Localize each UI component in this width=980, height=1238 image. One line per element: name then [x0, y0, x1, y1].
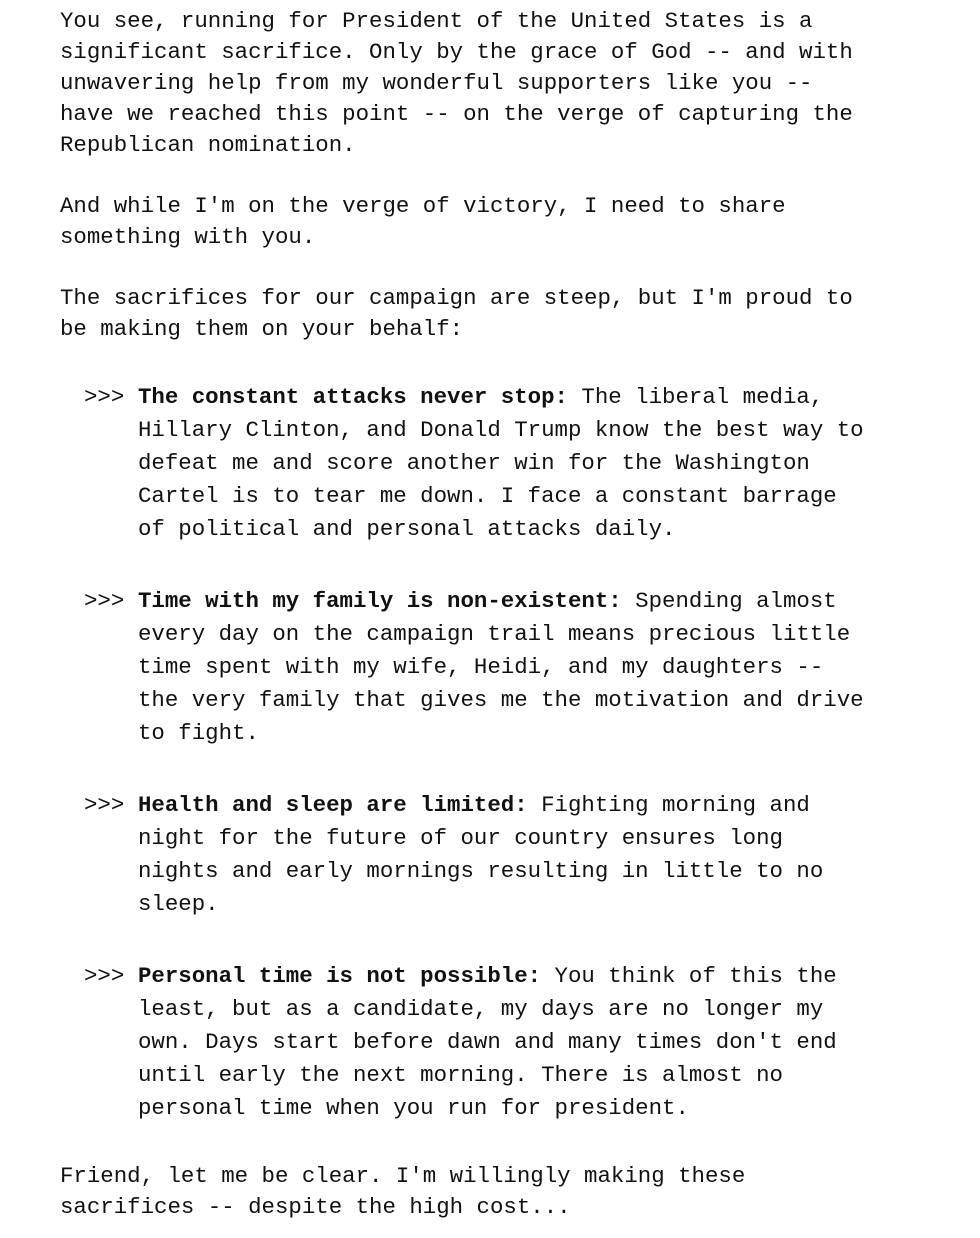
bullet-lead: Health and sleep are limited:: [138, 792, 528, 818]
bullet-text: You think of this the least, but as a candidate, my days are no longer my own. Days start before dawn and many times don't end until early the next morning. There is almost no personal time when you run for president.: [138, 963, 837, 1121]
bullet-item-health: [84, 789, 964, 921]
bullet-item-personal-time: [84, 960, 964, 1125]
bullet-marker: >>>: [84, 792, 125, 818]
bullet-body: [138, 381, 964, 546]
bullet-text: Spending almost every day on the campaign trail means precious little time spent with my wife, Heidi, and my daughters -- the very family that gives me the motivation and drive to fight.: [138, 588, 864, 746]
bullet-marker: >>>: [84, 963, 125, 989]
bullet-lead: Time with my family is non-existent:: [138, 588, 622, 614]
bullet-text: Fighting morning and night for the future of our country ensures long nights and early mornings resulting in little to no sleep.: [138, 792, 824, 917]
bullet-text: The liberal media, Hillary Clinton, and Donald Trump know the best way to defeat me and score another win for the Washington Cartel is to tear me down. I face a constant barrage of political and personal attacks daily.: [138, 384, 864, 542]
bullet-item-family: [84, 585, 964, 750]
intro-paragraph-2: And while I'm on the verge of victory, I need to share something with you.: [60, 193, 786, 250]
bullet-body: [138, 960, 964, 1125]
bullet-item-attacks: [84, 381, 964, 546]
bullet-lead: Personal time is not possible:: [138, 963, 542, 989]
bullet-body: [138, 585, 964, 750]
bullet-marker: >>>: [84, 384, 125, 410]
bullet-marker: >>>: [84, 588, 125, 614]
closing-paragraph: Friend, let me be clear. I'm willingly making these sacrifices -- despite the high cost...: [60, 1163, 746, 1220]
intro-paragraph-1: You see, running for President of the United States is a significant sacrifice. Only by the grace of God -- and with unwavering help from my wonderful supporters like you -- have we reached this point -- on the verge of capturing the Republican nomination.: [60, 8, 853, 158]
bullet-body: [138, 789, 964, 921]
intro-paragraph-3: The sacrifices for our campaign are steep, but I'm proud to be making them on your behalf:: [60, 285, 853, 342]
bullet-lead: The constant attacks never stop:: [138, 384, 568, 410]
